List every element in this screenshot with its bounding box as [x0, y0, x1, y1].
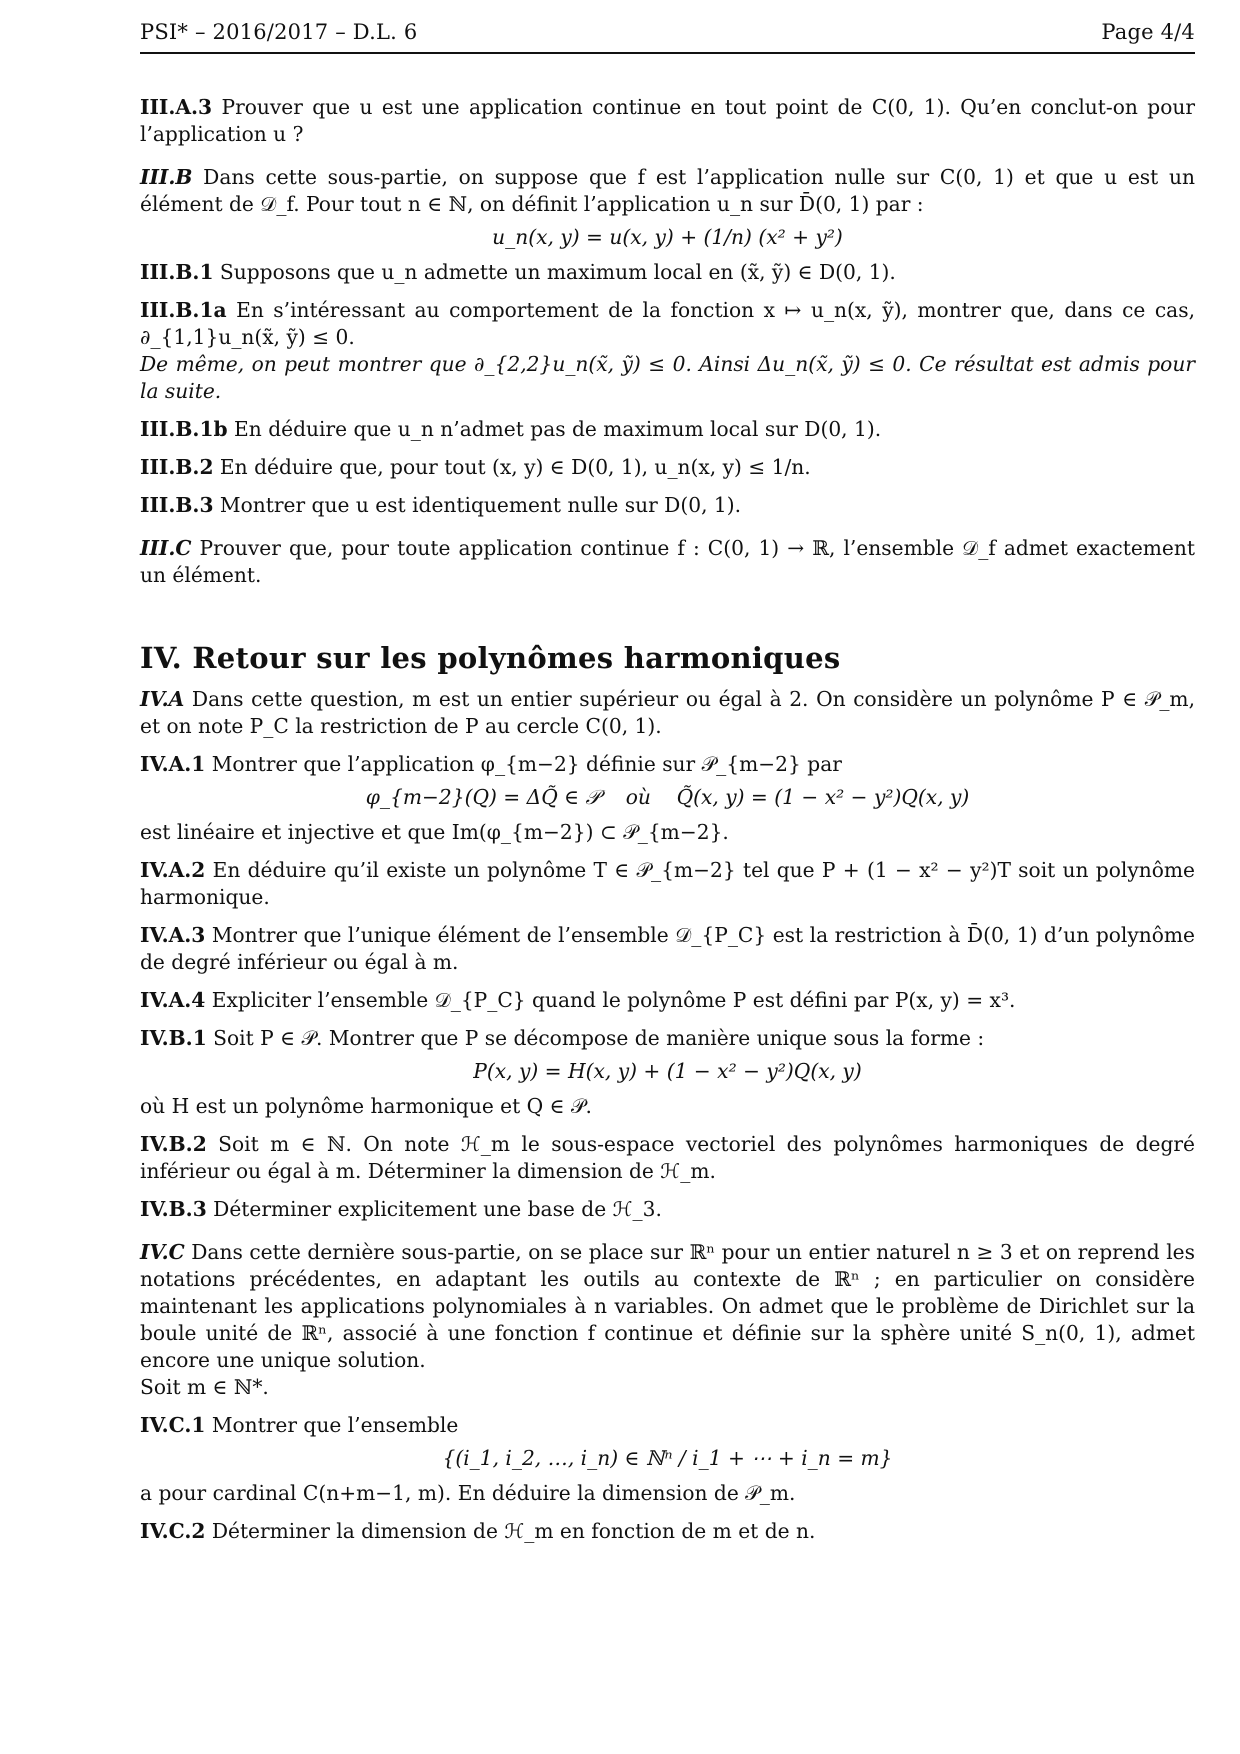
question-ivb1: [140, 1025, 1195, 1052]
subpart-label: IV.C: [140, 1240, 185, 1264]
question-ivb2: [140, 1131, 1195, 1185]
running-header-left: PSI* – 2016/2017 – D.L. 6: [140, 20, 418, 44]
question-continuation: est linéaire et injective et que Im(φ_{m−2}) ⊂ 𝒫_{m−2}.: [140, 820, 729, 844]
question-label: III.B.3: [140, 493, 214, 517]
equation-decomposition: P(x, y) = H(x, y) + (1 − x² − y²)Q(x, y): [473, 1059, 862, 1083]
question-label: IV.A.2: [140, 858, 206, 882]
equation-phi: φ_{m−2}(Q) = ΔQ̃ ∈ 𝒫 où Q̃(x, y) = (1 − x² − y²)Q(x, y): [365, 785, 970, 809]
question-iva1: [140, 751, 1195, 778]
question-text: Déterminer la dimension de ℋ_m en fonction de m et de n.: [211, 1519, 816, 1543]
question-text: En déduire que, pour tout (x, y) ∈ D(0, 1), u_n(x, y) ≤ 1/n.: [219, 455, 811, 479]
question-text: Montrer que l’application φ_{m−2} définie sur 𝒫_{m−2} par: [211, 752, 842, 776]
question-iiib2: [140, 454, 1195, 481]
question-continuation: où H est un polynôme harmonique et Q ∈ 𝒫.: [140, 1094, 592, 1118]
page-number: Page 4/4: [1101, 20, 1195, 44]
question-ivc1: [140, 1412, 1195, 1439]
question-label: IV.A.3: [140, 923, 206, 947]
document-body: [140, 94, 1195, 1556]
question-iiib1: [140, 259, 1195, 286]
question-label: IV.B.1: [140, 1026, 207, 1050]
question-label: IV.A.1: [140, 752, 206, 776]
question-text: Supposons que u_n admette un maximum local en (x̃, ỹ) ∈ D(0, 1).: [219, 260, 896, 284]
question-label: IV.C.2: [140, 1519, 206, 1543]
subpart-text: Dans cette sous-partie, on suppose que f est l’application nulle sur C(0, 1) et que u est un élément de 𝒟_f. Pour tout n ∈ ℕ, on définit l’application u_n sur D̄(0, 1) par :: [140, 165, 1195, 216]
subpart-text: Dans cette dernière sous-partie, on se place sur ℝⁿ pour un entier naturel n ≥ 3 et on reprend les notations précédentes, en adaptant les outils au contexte de ℝⁿ ; en particulier on considère maintenant les applications polynomiales à n variables. On admet que le problème de Dirichlet sur la boule unité de ℝⁿ, associé à une fonction f continue et définie sur la sphère unité S_n(0, 1), admet encore une unique solution.: [140, 1240, 1195, 1372]
question-iiib1b: [140, 416, 1195, 443]
question-continuation: a pour cardinal C(n+m−1, m). En déduire la dimension de 𝒫_m.: [140, 1481, 796, 1505]
question-ivc2: [140, 1518, 1195, 1545]
question-text: Montrer que u est identiquement nulle sur D(0, 1).: [219, 493, 742, 517]
question-text: En déduire qu’il existe un polynôme T ∈ 𝒫_{m−2} tel que P + (1 − x² − y²)T soit un polynôme harmonique.: [140, 858, 1195, 909]
question-label: IV.B.3: [140, 1197, 207, 1221]
subpart-iiic: [140, 535, 1195, 589]
question-label: IV.C.1: [140, 1413, 206, 1437]
subpart-text: Dans cette question, m est un entier supérieur ou égal à 2. On considère un polynôme P ∈ 𝒫_m, et on note P_C la restriction de P au cercle C(0, 1).: [140, 687, 1195, 738]
question-iva3: [140, 922, 1195, 976]
question-label: III.B.1a: [140, 298, 227, 322]
question-text: Prouver que u est une application continue en tout point de C(0, 1). Qu’en conclut-on pour l’application u ?: [140, 95, 1195, 146]
question-text: Montrer que l’ensemble: [211, 1413, 459, 1437]
question-label: IV.A.4: [140, 988, 206, 1012]
subpart-label: III.C: [140, 536, 192, 560]
question-text: Soit m ∈ ℕ. On note ℋ_m le sous-espace vectoriel des polynômes harmoniques de degré inférieur ou égal à m. Déterminer la dimension de ℋ_m.: [140, 1132, 1195, 1183]
subpart-label: III.B: [140, 165, 193, 189]
section-title: IV. Retour sur les polynômes harmoniques: [140, 641, 841, 675]
subpart-label: IV.A: [140, 687, 185, 711]
question-label: III.B.1b: [140, 417, 228, 441]
subpart-ivc: [140, 1239, 1195, 1374]
equation-un: u_n(x, y) = u(x, y) + (1/n) (x² + y²): [492, 225, 843, 249]
question-text: Expliciter l’ensemble 𝒟_{P_C} quand le polynôme P est défini par P(x, y) = x³.: [211, 988, 1016, 1012]
header-rule: [140, 52, 1195, 54]
question-text: Soit P ∈ 𝒫. Montrer que P se décompose de manière unique sous la forme :: [213, 1026, 985, 1050]
question-iiib1a: [140, 297, 1195, 351]
question-text: Déterminer explicitement une base de ℋ_3.: [213, 1197, 662, 1221]
question-text: En s’intéressant au comportement de la fonction x ↦ u_n(x, ỹ), montrer que, dans ce cas, ∂_{1,1}u_n(x̃, ỹ) ≤ 0.: [140, 298, 1195, 349]
question-ivb3: [140, 1196, 1195, 1223]
question-label: III.B.1: [140, 260, 214, 284]
question-iva2: [140, 857, 1195, 911]
question-label: III.B.2: [140, 455, 214, 479]
admitted-result-note: De même, on peut montrer que ∂_{2,2}u_n(x̃, ỹ) ≤ 0. Ainsi Δu_n(x̃, ỹ) ≤ 0. Ce résultat est admis pour la suite.: [140, 352, 1195, 403]
question-label: IV.B.2: [140, 1132, 207, 1156]
question-iiia3: [140, 94, 1195, 148]
equation-index-set: {(i_1, i_2, …, i_n) ∈ ℕⁿ / i_1 + ⋯ + i_n = m}: [442, 1446, 893, 1470]
subpart-text: Prouver que, pour toute application continue f : C(0, 1) → ℝ, l’ensemble 𝒟_f admet exactement un élément.: [140, 536, 1195, 587]
question-label: III.A.3: [140, 95, 213, 119]
question-iva4: [140, 987, 1195, 1014]
question-continuation: Soit m ∈ ℕ*.: [140, 1375, 269, 1399]
question-iiib3: [140, 492, 1195, 519]
subpart-iva: [140, 686, 1195, 740]
subpart-iiib: [140, 164, 1195, 218]
question-text: Montrer que l’unique élément de l’ensemble 𝒟_{P_C} est la restriction à D̄(0, 1) d’un polynôme de degré inférieur ou égal à m.: [140, 923, 1195, 974]
question-text: En déduire que u_n n’admet pas de maximum local sur D(0, 1).: [234, 417, 882, 441]
